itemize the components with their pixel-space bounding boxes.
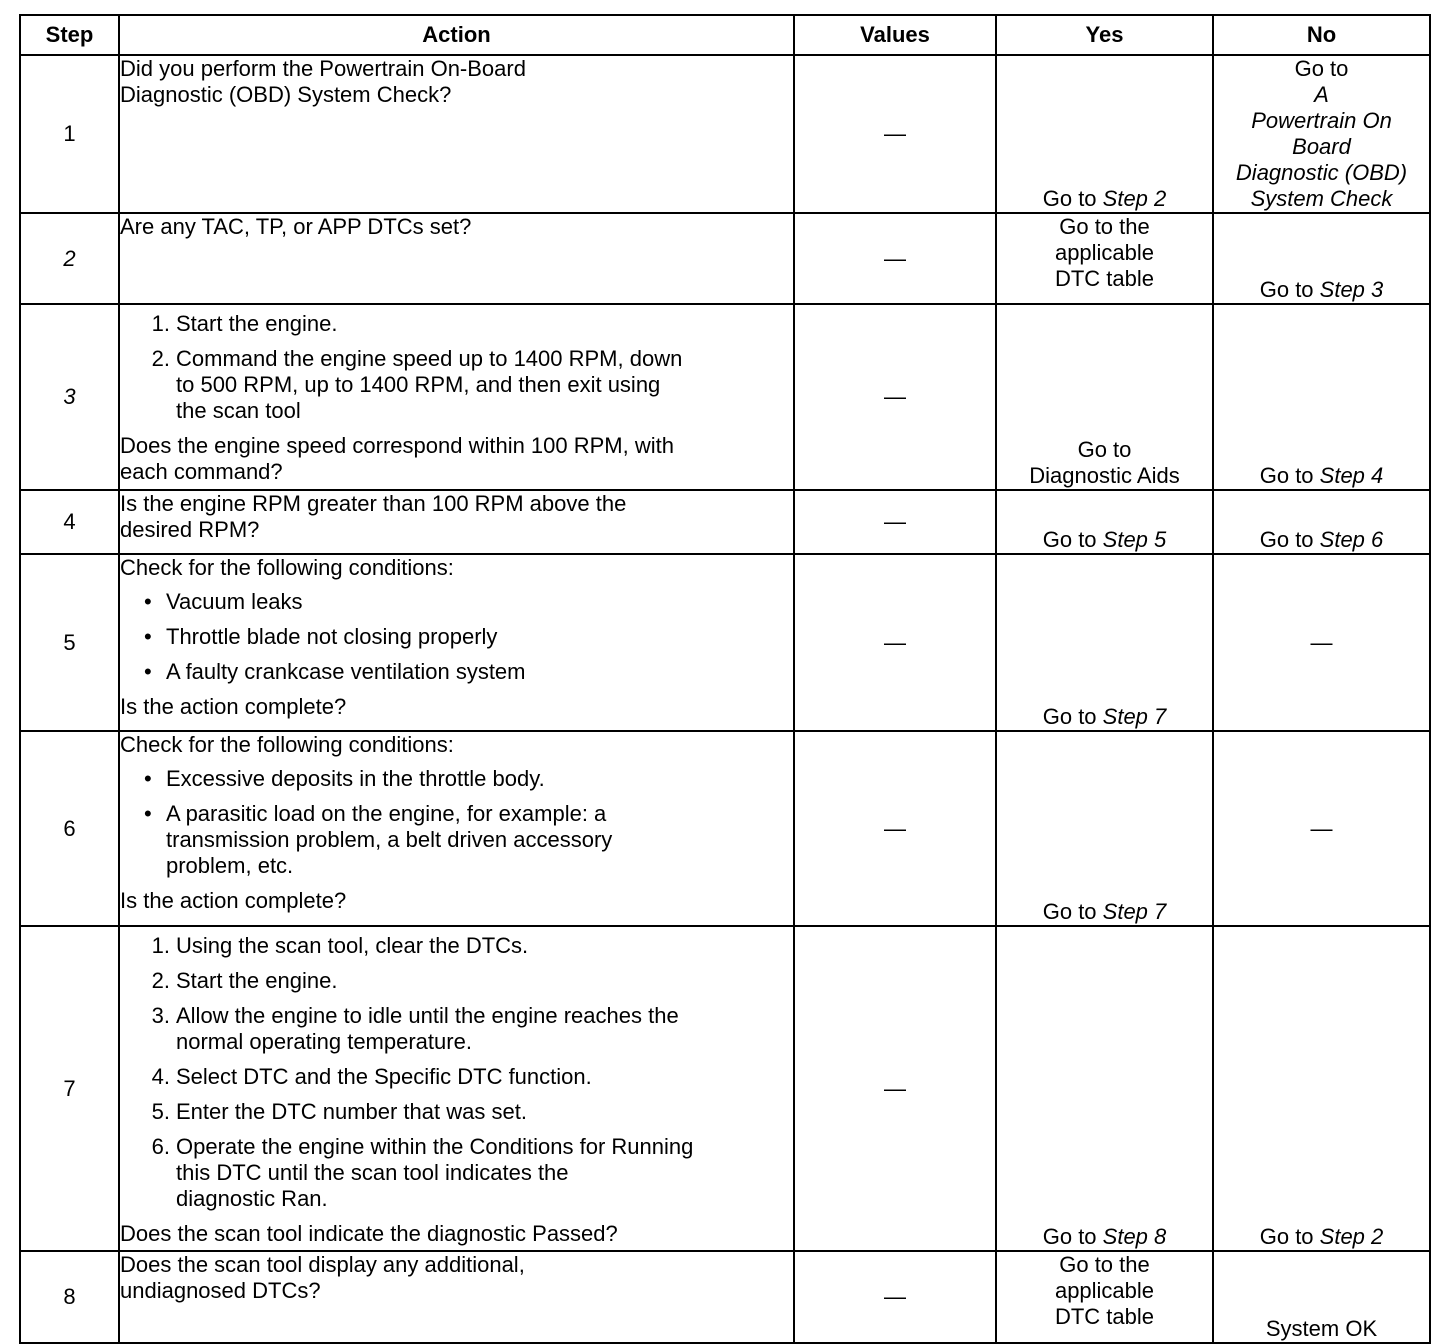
- table-row: [20, 213, 1430, 304]
- values-cell: —: [794, 731, 996, 926]
- yes-cell: [996, 1251, 1213, 1343]
- no-cell: [1213, 55, 1430, 213]
- list-item: • Throttle blade not closing properly: [144, 624, 498, 649]
- list-item: 2. Command the engine speed up to 1400 RPM, down to 500 RPM, up to 1400 RPM, and then exit using the scan tool: [151, 346, 683, 423]
- table-row: [20, 1251, 1430, 1343]
- intro-text: Check for the following conditions:: [120, 732, 454, 757]
- step-link[interactable]: Step 7: [1102, 704, 1167, 729]
- no-cell: —: [1213, 554, 1430, 731]
- yes-cell: Go to Step 7: [996, 554, 1213, 731]
- values-cell: —: [794, 1251, 996, 1343]
- list-item: • A faulty crankcase ventilation system: [144, 659, 526, 684]
- list-item: 6. Operate the engine within the Conditions for Running this DTC until the scan tool indicates the diagnostic Ran.: [151, 1134, 694, 1211]
- numbered-list: [120, 311, 793, 424]
- no-cell: Go to Step 4: [1213, 304, 1430, 490]
- step-number: 5: [20, 554, 119, 731]
- step-link[interactable]: Step 6: [1319, 527, 1384, 552]
- step-number: 2: [20, 213, 119, 304]
- values-cell: —: [794, 304, 996, 490]
- action-cell: [119, 554, 794, 731]
- header-row: [20, 15, 1430, 55]
- action-cell: [119, 926, 794, 1251]
- action-cell: [119, 1251, 794, 1343]
- numbered-list: [120, 933, 793, 1212]
- action-cell: [119, 490, 794, 554]
- values-cell: —: [794, 554, 996, 731]
- list-item: • Excessive deposits in the throttle body.: [144, 766, 545, 791]
- dtc-table-link[interactable]: Go to the applicable DTC table: [1054, 214, 1155, 291]
- step-number: 7: [20, 926, 119, 1251]
- header-step: Step: [20, 15, 119, 55]
- table-row: [20, 926, 1430, 1251]
- diagnostic-table: [19, 14, 1431, 1344]
- bullet-list: [120, 589, 793, 685]
- header-no: No: [1213, 15, 1430, 55]
- question-text: Is the action complete?: [120, 694, 347, 719]
- step-link[interactable]: Step 5: [1102, 527, 1167, 552]
- header-yes: Yes: [996, 15, 1213, 55]
- list-item: 1. Using the scan tool, clear the DTCs.: [151, 933, 529, 958]
- step-link[interactable]: Step 2: [1102, 186, 1167, 211]
- action-cell: [119, 304, 794, 490]
- yes-cell: Go to Step 5: [996, 490, 1213, 554]
- table-row: [20, 490, 1430, 554]
- action-text: Is the engine RPM greater than 100 RPM above the desired RPM?: [120, 491, 627, 542]
- action-text: Does the scan tool display any additional, undiagnosed DTCs?: [120, 1252, 525, 1303]
- step-link[interactable]: Step 3: [1319, 277, 1384, 302]
- list-item: 2. Start the engine.: [151, 968, 338, 993]
- step-number: 8: [20, 1251, 119, 1343]
- action-text: Are any TAC, TP, or APP DTCs set?: [120, 214, 472, 239]
- step-link[interactable]: Step 4: [1319, 463, 1384, 488]
- action-cell: [119, 213, 794, 304]
- diagnostic-aids-link[interactable]: Go to Diagnostic Aids: [1029, 437, 1180, 488]
- list-item: • A parasitic load on the engine, for example: a transmission problem, a belt driven accessory problem, etc.: [144, 801, 613, 878]
- list-item: 5. Enter the DTC number that was set.: [151, 1099, 527, 1124]
- no-cell: Go to Step 2: [1213, 926, 1430, 1251]
- step-number: 6: [20, 731, 119, 926]
- intro-text: Check for the following conditions:: [120, 555, 454, 580]
- question-text: Does the engine speed correspond within 100 RPM, with each command?: [120, 433, 674, 484]
- yes-cell: [996, 213, 1213, 304]
- no-cell: Go to Step 3: [1213, 213, 1430, 304]
- list-item: 4. Select DTC and the Specific DTC function.: [151, 1064, 592, 1089]
- list-item: 3. Allow the engine to idle until the engine reaches the normal operating temperature.: [151, 1003, 679, 1054]
- yes-cell: Go to Step 7: [996, 731, 1213, 926]
- yes-cell: Go to Step 2: [996, 55, 1213, 213]
- step-link[interactable]: Step 8: [1102, 1224, 1167, 1249]
- question-text: Is the action complete?: [120, 888, 347, 913]
- table-row: [20, 731, 1430, 926]
- action-text: Did you perform the Powertrain On-Board Diagnostic (OBD) System Check?: [120, 56, 526, 107]
- list-item: 1. Start the engine.: [151, 311, 338, 336]
- dtc-table-link[interactable]: Go to the applicable DTC table: [1054, 1252, 1155, 1329]
- action-cell: [119, 731, 794, 926]
- yes-cell: [996, 304, 1213, 490]
- table-row: [20, 554, 1430, 731]
- values-cell: —: [794, 213, 996, 304]
- step-number: 3: [20, 304, 119, 490]
- step-link[interactable]: Step 7: [1102, 899, 1167, 924]
- header-action: Action: [119, 15, 794, 55]
- no-cell: Go to Step 6: [1213, 490, 1430, 554]
- step-link[interactable]: Step 2: [1319, 1224, 1384, 1249]
- values-cell: —: [794, 490, 996, 554]
- table-row: [20, 55, 1430, 213]
- list-item: • Vacuum leaks: [144, 589, 303, 614]
- step-number: 1: [20, 55, 119, 213]
- obd-check-link[interactable]: Go to A Powertrain On Board Diagnostic (OBD) System Check: [1235, 56, 1408, 211]
- question-text: Does the scan tool indicate the diagnostic Passed?: [120, 1221, 618, 1246]
- values-cell: —: [794, 926, 996, 1251]
- table-row: [20, 304, 1430, 490]
- no-cell: —: [1213, 731, 1430, 926]
- step-number: 4: [20, 490, 119, 554]
- bullet-list: [120, 766, 793, 879]
- action-cell: [119, 55, 794, 213]
- yes-cell: Go to Step 8: [996, 926, 1213, 1251]
- no-cell: System OK: [1213, 1251, 1430, 1343]
- values-cell: —: [794, 55, 996, 213]
- header-values: Values: [794, 15, 996, 55]
